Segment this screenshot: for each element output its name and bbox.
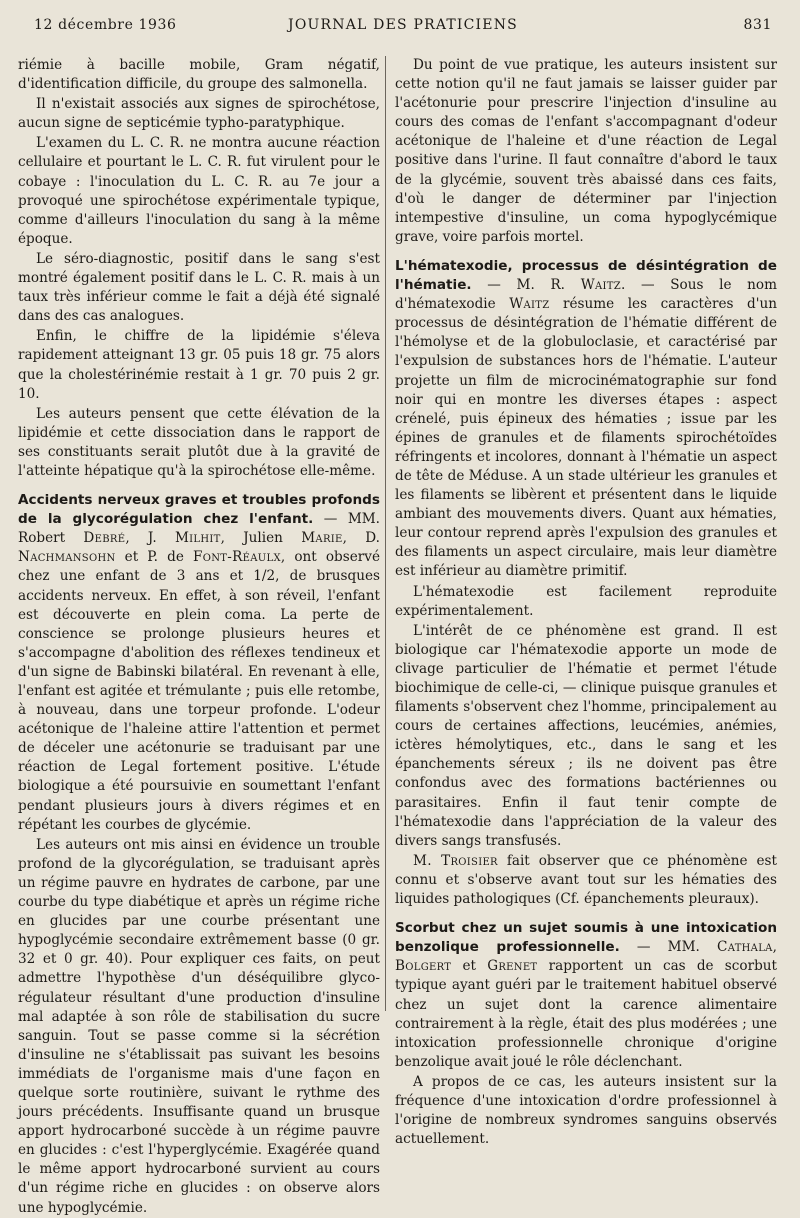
author-name: Grenet (487, 958, 538, 975)
author-name: M. Troisier (413, 852, 498, 869)
article-hematexodie (395, 257, 777, 582)
article-body: , ont observé chez une enfant de 3 ans et 1/2, de brusques accidents nerveux. En effet, à son réveil, l'enfant est découverte en plein coma. La perte de conscience se prolonge plusieurs heures et s'accompagne d'abolition des réflexes tendineux et d'un signe de Babinski bilatéral. En revenant à elle, l'enfant est agitée et trémulante ; puis elle retombe, à nouveau, dans une torpeur profonde. L'odeur acétonique de l'haleine attire l'attention et permet de déceler une acétonurie se traduisant par une réaction de Legal fortement positive. L'étude biologique a été poursuivie en soumettant l'enfant pendant plusieurs jours à divers régimes et en répétant les courbes de glycémie. (18, 549, 380, 833)
author-name: Bolgert (395, 958, 452, 975)
article-title: L'hématexodie, processus de désintégration de l'hématie. (395, 257, 777, 294)
page-number: 831 (743, 17, 772, 33)
column-divider (385, 56, 386, 1011)
article-accidents-nerveux (18, 491, 380, 835)
separator: , J. (125, 530, 175, 547)
running-header (34, 14, 772, 36)
paragraph: Enfin, le chiffre de la lipidémie s'éleva rapidement atteignant 13 gr. 05 puis 18 gr. 75 alors que la cholestérinémie restait à 1 gr. 70 puis 2 gr. 10. (18, 328, 380, 402)
paragraph: L'hématexodie est facilement reproduite expérimentalement. (395, 583, 777, 619)
separator: , D. (342, 530, 380, 547)
author-name: Milhit (174, 530, 221, 547)
article-body: fait observer que ce phénomène est connu et s'observe avant tout sur les hématies des liquides pathologiques (Cf. épanchements pleuraux). (395, 852, 777, 908)
article-body: résume les caractères d'un processus de désintégration de l'hématie différent de l'hémolyse et de la globuloclasie, et caractérisé par l'expulsion de substances hors de l'hématie. L'auteur projette un film de microcinématographie sur fond noir qui en montre les diverses étapes : aspect crénelé, puis épineux des hématies ; issue par les épines de granules et de filaments spirochétoïdes réfringents et incolores, donnant à l'hématie un aspect de tête de Méduse. A un stade ultérieur les granules et les filaments se libèrent et présentent dans le liquide ambiant des mouvements divers. Quant aux hématies, leur contour reprend après l'expulsion des granules et des filaments un aspect circulaire, mais leur diamètre est inférieur au diamètre primitif. (395, 296, 777, 580)
article-title: Accidents nerveux graves et troubles profonds de la glycorégulation chez l'enfant. (18, 492, 380, 528)
author-name: Waitz (580, 277, 621, 294)
paragraph: L'examen du L. C. R. ne montra aucune réaction cellulaire et pourtant le L. C. R. fut virulent pour le cobaye : l'inoculation du L. C. R. au 7e jour a provoqué une spirochétose expérimentale typique, comme d'ailleurs l'inoculation du sang à la même époque. (18, 135, 380, 247)
journal-title: JOURNAL DES PRATICIENS (288, 17, 518, 33)
author-intro: — MM. (619, 939, 718, 956)
left-column (18, 56, 380, 1216)
paragraph: Il n'existait associés aux signes de spirochétose, aucun signe de septicémie typho-paratyphique. (18, 96, 380, 132)
paragraph: L'intérêt de ce phénomène est grand. Il est biologique car l'hématexodie apporte un mode de clivage particulier de l'hématie et permet l'étude biochimique de celle-ci, — clinique puisque granules et filaments s'observent chez l'homme, principalement au cours de certaines affections, leucémies, anémies, ictères hémolytiques, etc., dans le sang et les épanchements séreux ; ils ne doivent pas être confondus avec des formations bactériennes ou parasitaires. Enfin il faut tenir compte de l'hématexodie dans l'appréciation de la valeur des divers sangs transfusés. (395, 622, 777, 849)
issue-date: 12 décembre 1936 (34, 17, 177, 33)
author-intro: — M. R. (471, 277, 581, 294)
separator: et P. de (115, 549, 193, 566)
paragraph: A propos de ce cas, les auteurs insistent sur la fréquence d'une intoxication d'ordre professionnel à l'origine de nombreux syndromes sanguins observés actuellement. (395, 1073, 777, 1148)
separator: , Julien (220, 530, 302, 547)
author-name: Marie (301, 530, 343, 547)
paragraph: Le séro-diagnostic, positif dans le sang s'est montré également positif dans le L. C. R. mais à un taux très inférieur comme le fait a déjà été signalé dans des cas analogues. (18, 250, 380, 325)
author-name: Waitz (509, 296, 550, 313)
author-name: Cathala (717, 939, 773, 956)
separator: , (772, 939, 777, 956)
author-name: Nachmansohn (18, 549, 116, 566)
author-intro: — MM. Robert (18, 511, 380, 547)
paragraph (395, 852, 777, 909)
article-body: rapportent un cas de scorbut typique ayant guéri par le traitement habituel observé chez un sujet dont la carence alimentaire contrairement à la règle, était des plus modérées ; une intoxication professionnelle chronique d'origine benzolique avait joué le rôle déclenchant. (395, 958, 777, 1070)
right-column (395, 56, 777, 1148)
article-title: Scorbut chez un sujet soumis à une intoxication benzolique professionnelle. (395, 920, 777, 956)
author-name: Font-Réaulx (193, 549, 281, 566)
separator: et (451, 958, 488, 975)
paragraph: riémie à bacille mobile, Gram négatif, d'identification difficile, du groupe des salmonella. (18, 57, 380, 93)
paragraph: Les auteurs ont mis ainsi en évidence un trouble profond de la glycorégulation, se traduisant après un régime pauvre en hydrates de carbone, par une courbe du type diabétique et après un régime riche en glucides par une courbe présentant une hypoglycémie secondaire extrêmement basse (0 gr. 32 et 0 gr. 40). Pour expliquer ces faits, on peut admettre l'hypothèse d'un déséquilibre glyco-régulateur résultant d'une production d'insuline mal adaptée à son rôle de stabilisation du sucre sanguin. Tout se passe comme si la sécrétion d'insuline ne s'établissait pas suivant les besoins immédiats de l'organisme mais d'une façon en quelque sorte routinière, suivant le rythme des jours précédents. Insuffisante quand un brusque apport hydrocarboné succède à un régime pauvre en glucides : c'est l'hyperglycémie. Exagérée quand le même apport hydrocarboné survient au cours d'un régime riche en glucides : on observe alors une hypoglycémie. (18, 836, 380, 1216)
paragraph: Du point de vue pratique, les auteurs insistent sur cette notion qu'il ne faut jamais se laisser guider par l'acétonurie pour prescrire l'injection d'insuline au cours des comas de l'enfant s'accompagnant d'odeur acétonique de l'haleine et d'une réaction de Legal positive dans l'urine. Il faut connaître d'abord le taux de la glycémie, souvent très abaissé dans ces faits, d'où le danger de déterminer par l'injection intempestive d'insuline, un coma hypoglycémique grave, voire parfois mortel. (395, 57, 777, 245)
author-name: Debré (83, 530, 126, 547)
paragraph: Les auteurs pensent que cette élévation de la lipidémie et cette dissociation dans le rapport de ses constituants serait plutôt due à la gravité de l'atteinte hépatique qu'à la spirochétose elle-même. (18, 405, 380, 479)
article-scorbut (395, 919, 777, 1072)
article-body: . — Sous le nom d'hématexodie (395, 277, 777, 313)
